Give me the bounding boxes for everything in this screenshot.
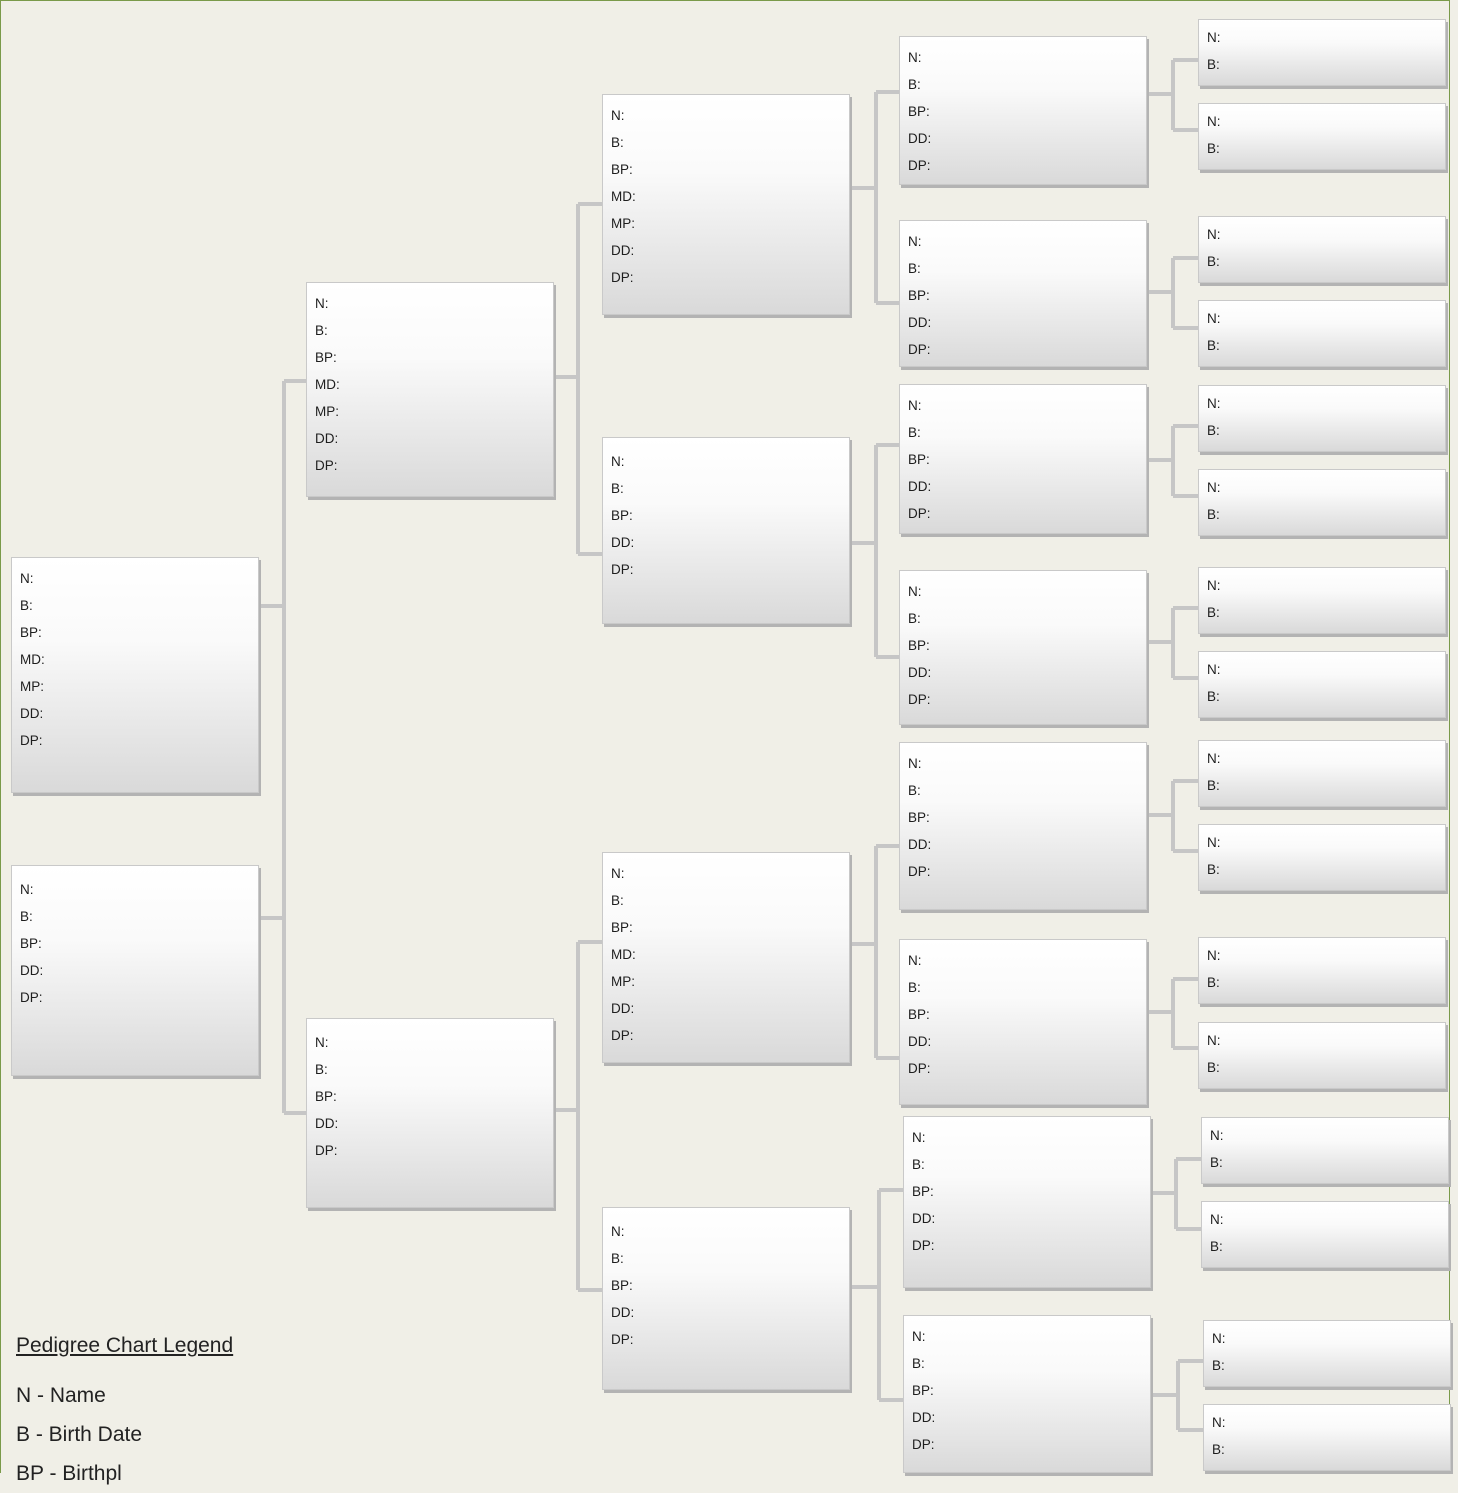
person-box-g5-11[interactable] xyxy=(1198,937,1446,1004)
person-box-g5-8[interactable] xyxy=(1198,651,1446,718)
field-n-label: N: xyxy=(1207,1033,1221,1048)
field-bp-label: BP: xyxy=(908,1007,930,1022)
field-b-label: B: xyxy=(912,1356,925,1371)
person-box-g5-15[interactable] xyxy=(1203,1320,1451,1387)
field-n-label: N: xyxy=(1207,30,1221,45)
field-dd-label: DD: xyxy=(20,963,44,978)
field-dd-label: DD: xyxy=(20,706,44,721)
field-bp-label: BP: xyxy=(315,1089,337,1104)
field-bp-label: BP: xyxy=(20,936,42,951)
legend-item-name: N - Name xyxy=(16,1384,106,1407)
field-b-label: B: xyxy=(1212,1442,1225,1457)
connector-g4-3 xyxy=(1149,426,1198,496)
person-box-g2-father[interactable] xyxy=(306,282,554,497)
field-b-label: B: xyxy=(1207,778,1220,793)
field-b-label: B: xyxy=(1207,338,1220,353)
field-n-label: N: xyxy=(1207,311,1221,326)
field-b-label: B: xyxy=(1207,1060,1220,1075)
field-dp-label: DP: xyxy=(315,458,338,473)
field-md-label: MD: xyxy=(611,947,636,962)
field-n-label: N: xyxy=(908,50,922,65)
field-dd-label: DD: xyxy=(908,837,932,852)
person-box-g5-14[interactable] xyxy=(1201,1201,1449,1268)
field-b-label: B: xyxy=(1207,605,1220,620)
connector-g3-1 xyxy=(852,92,899,303)
field-dd-label: DD: xyxy=(315,1116,339,1131)
field-mp-label: MP: xyxy=(611,216,636,231)
field-n-label: N: xyxy=(20,571,34,586)
field-b-label: B: xyxy=(908,980,921,995)
person-box-g5-13[interactable] xyxy=(1201,1117,1449,1184)
field-dp-label: DP: xyxy=(20,733,43,748)
person-box-g4-6[interactable] xyxy=(899,939,1147,1105)
field-n-label: N: xyxy=(315,296,329,311)
person-box-g3-3[interactable] xyxy=(602,852,850,1063)
field-n-label: N: xyxy=(1207,835,1221,850)
field-dp-label: DP: xyxy=(908,1061,931,1076)
field-b-label: B: xyxy=(1207,975,1220,990)
person-box-g3-4[interactable] xyxy=(602,1207,850,1390)
field-b-label: B: xyxy=(1207,689,1220,704)
field-n-label: N: xyxy=(1207,114,1221,129)
field-dp-label: DP: xyxy=(908,864,931,879)
field-dp-label: DP: xyxy=(912,1238,935,1253)
field-b-label: B: xyxy=(611,1251,624,1266)
connector-g4-1 xyxy=(1149,60,1198,130)
connector-g1 xyxy=(260,381,306,1113)
person-box-g3-2[interactable] xyxy=(602,437,850,624)
field-n-label: N: xyxy=(912,1130,926,1145)
field-b-label: B: xyxy=(1207,254,1220,269)
field-b-label: B: xyxy=(20,598,33,613)
field-mp-label: MP: xyxy=(315,404,340,419)
connector-g3-3 xyxy=(852,846,899,1058)
field-bp-label: BP: xyxy=(20,625,42,640)
person-box-g5-7[interactable] xyxy=(1198,567,1446,634)
field-dp-label: DP: xyxy=(315,1143,338,1158)
connector-g2-mother xyxy=(556,942,602,1290)
field-dp-label: DP: xyxy=(908,692,931,707)
field-n-label: N: xyxy=(611,454,625,469)
field-b-label: B: xyxy=(1207,423,1220,438)
person-box-g4-5[interactable] xyxy=(899,742,1147,910)
field-bp-label: BP: xyxy=(912,1383,934,1398)
field-dp-label: DP: xyxy=(908,342,931,357)
person-box-g4-2[interactable] xyxy=(899,220,1147,367)
connector-g4-2 xyxy=(1149,258,1198,328)
field-b-label: B: xyxy=(912,1157,925,1172)
field-b-label: B: xyxy=(315,1062,328,1077)
field-n-label: N: xyxy=(1207,480,1221,495)
person-box-g3-1[interactable] xyxy=(602,94,850,315)
field-n-label: N: xyxy=(908,234,922,249)
field-dp-label: DP: xyxy=(20,990,43,1005)
field-dd-label: DD: xyxy=(908,1034,932,1049)
field-n-label: N: xyxy=(1207,751,1221,766)
person-box-g5-3[interactable] xyxy=(1198,216,1446,283)
field-dd-label: DD: xyxy=(315,431,339,446)
field-b-label: B: xyxy=(1207,507,1220,522)
field-n-label: N: xyxy=(1210,1128,1224,1143)
field-bp-label: BP: xyxy=(315,350,337,365)
field-bp-label: BP: xyxy=(908,452,930,467)
field-md-label: MD: xyxy=(611,189,636,204)
field-n-label: N: xyxy=(1210,1212,1224,1227)
field-b-label: B: xyxy=(1210,1155,1223,1170)
field-bp-label: BP: xyxy=(611,920,633,935)
field-n-label: N: xyxy=(1207,578,1221,593)
field-dd-label: DD: xyxy=(611,1001,635,1016)
field-n-label: N: xyxy=(1212,1331,1226,1346)
field-b-label: B: xyxy=(908,77,921,92)
person-box-g5-16[interactable] xyxy=(1203,1404,1451,1471)
connector-g4-4 xyxy=(1149,608,1198,678)
field-n-label: N: xyxy=(1212,1415,1226,1430)
person-box-g4-3[interactable] xyxy=(899,384,1147,534)
person-box-g5-9[interactable] xyxy=(1198,740,1446,807)
field-n-label: N: xyxy=(1207,227,1221,242)
field-dd-label: DD: xyxy=(908,315,932,330)
field-n-label: N: xyxy=(912,1329,926,1344)
field-bp-label: BP: xyxy=(611,508,633,523)
connector-g2-father xyxy=(556,204,602,554)
person-box-g5-12[interactable] xyxy=(1198,1022,1446,1089)
field-b-label: B: xyxy=(1207,57,1220,72)
person-box-g5-10[interactable] xyxy=(1198,824,1446,891)
person-box-g1-person[interactable] xyxy=(11,557,259,793)
person-box-g4-1[interactable] xyxy=(899,36,1147,185)
field-dp-label: DP: xyxy=(611,562,634,577)
connector-g4-6 xyxy=(1149,979,1198,1048)
field-dd-label: DD: xyxy=(912,1410,936,1425)
field-dd-label: DD: xyxy=(908,131,932,146)
field-n-label: N: xyxy=(611,866,625,881)
person-box-g5-5[interactable] xyxy=(1198,385,1446,452)
field-dp-label: DP: xyxy=(611,270,634,285)
field-dd-label: DD: xyxy=(611,243,635,258)
field-dp-label: DP: xyxy=(611,1332,634,1347)
connector-g4-5 xyxy=(1149,781,1198,851)
field-b-label: B: xyxy=(315,323,328,338)
person-box-g5-4[interactable] xyxy=(1198,300,1446,367)
legend xyxy=(16,1332,233,1493)
field-bp-label: BP: xyxy=(611,162,633,177)
field-b-label: B: xyxy=(1207,141,1220,156)
connector-g3-2 xyxy=(852,445,899,657)
field-n-label: N: xyxy=(908,584,922,599)
field-dd-label: DD: xyxy=(908,479,932,494)
field-n-label: N: xyxy=(20,882,34,897)
person-box-g2-mother[interactable] xyxy=(306,1018,554,1208)
field-b-label: B: xyxy=(1210,1239,1223,1254)
field-mp-label: MP: xyxy=(20,679,45,694)
field-dd-label: DD: xyxy=(611,535,635,550)
person-box-g5-1[interactable] xyxy=(1198,19,1446,86)
person-box-g5-6[interactable] xyxy=(1198,469,1446,536)
field-b-label: B: xyxy=(611,481,624,496)
field-n-label: N: xyxy=(1207,662,1221,677)
field-b-label: B: xyxy=(1212,1358,1225,1373)
field-mp-label: MP: xyxy=(611,974,636,989)
field-bp-label: BP: xyxy=(908,810,930,825)
person-box-g4-7[interactable] xyxy=(903,1116,1151,1288)
person-box-g4-4[interactable] xyxy=(899,570,1147,725)
field-n-label: N: xyxy=(611,108,625,123)
legend-item-birth-date: B - Birth Date xyxy=(16,1423,143,1446)
field-b-label: B: xyxy=(611,893,624,908)
field-n-label: N: xyxy=(1207,396,1221,411)
field-md-label: MD: xyxy=(315,377,340,392)
field-bp-label: BP: xyxy=(908,104,930,119)
field-bp-label: BP: xyxy=(912,1184,934,1199)
field-b-label: B: xyxy=(611,135,624,150)
field-bp-label: BP: xyxy=(908,638,930,653)
field-bp-label: BP: xyxy=(611,1278,633,1293)
field-bp-label: BP: xyxy=(908,288,930,303)
field-b-label: B: xyxy=(908,611,921,626)
legend-item-birthplace: BP - Birthpl xyxy=(16,1462,122,1485)
field-n-label: N: xyxy=(1207,948,1221,963)
connector-g3-4 xyxy=(852,1190,903,1400)
connector-g4-8 xyxy=(1153,1361,1203,1430)
field-dp-label: DP: xyxy=(908,158,931,173)
field-dp-label: DP: xyxy=(908,506,931,521)
person-box-g5-2[interactable] xyxy=(1198,103,1446,170)
field-md-label: MD: xyxy=(20,652,45,667)
field-n-label: N: xyxy=(908,756,922,771)
legend-title: Pedigree Chart Legend xyxy=(16,1334,234,1357)
field-b-label: B: xyxy=(908,261,921,276)
connector-g4-7 xyxy=(1153,1159,1201,1229)
field-b-label: B: xyxy=(20,909,33,924)
field-n-label: N: xyxy=(908,398,922,413)
field-b-label: B: xyxy=(1207,862,1220,877)
field-dd-label: DD: xyxy=(912,1211,936,1226)
field-dd-label: DD: xyxy=(908,665,932,680)
person-box-g1-spouse[interactable] xyxy=(11,865,259,1076)
field-n-label: N: xyxy=(315,1035,329,1050)
field-dd-label: DD: xyxy=(611,1305,635,1320)
person-box-g4-8[interactable] xyxy=(903,1315,1151,1473)
field-b-label: B: xyxy=(908,783,921,798)
field-dp-label: DP: xyxy=(611,1028,634,1043)
field-n-label: N: xyxy=(611,1224,625,1239)
field-dp-label: DP: xyxy=(912,1437,935,1452)
field-b-label: B: xyxy=(908,425,921,440)
field-n-label: N: xyxy=(908,953,922,968)
